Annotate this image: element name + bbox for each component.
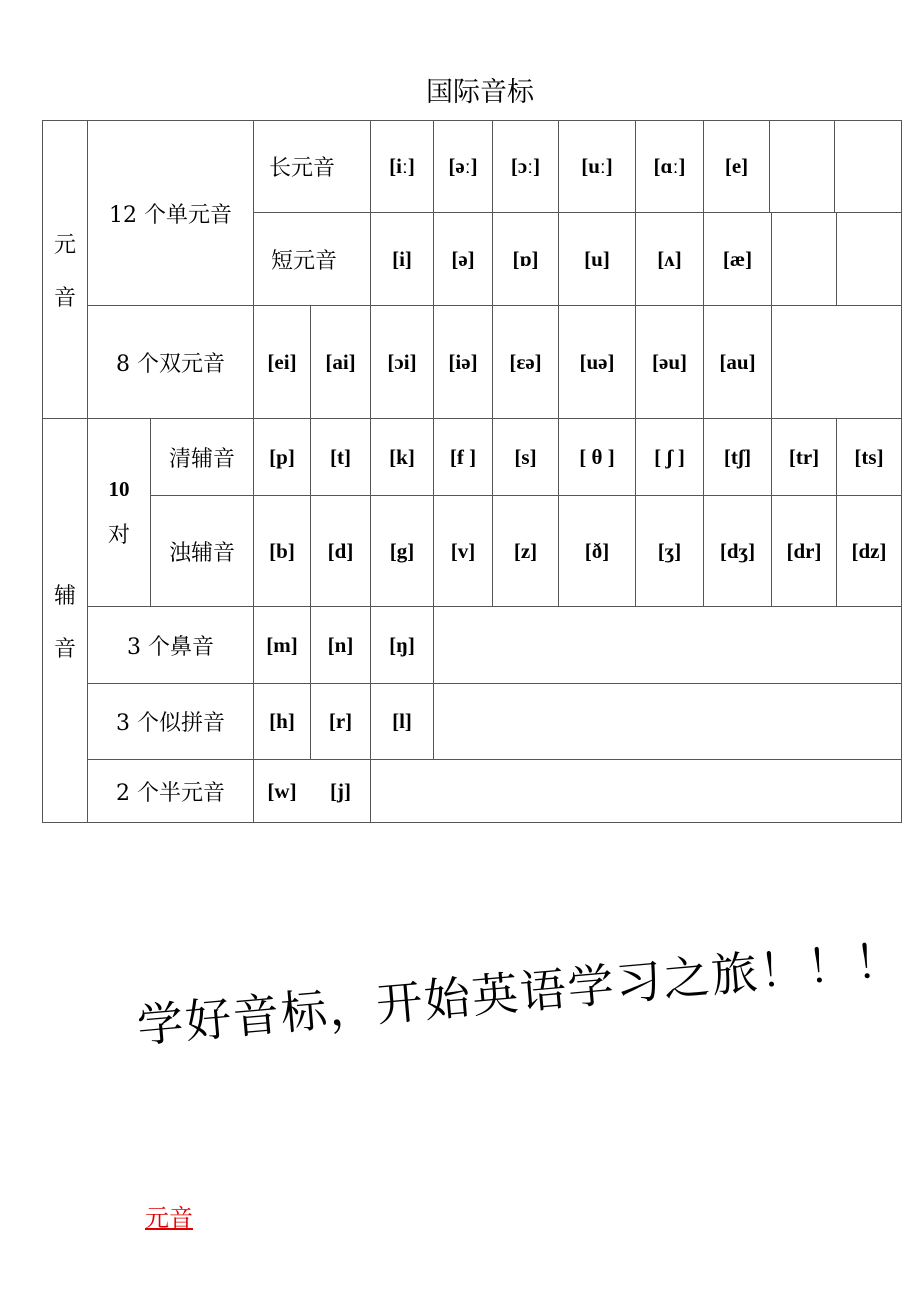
long-vowel-symbol: [uː] bbox=[581, 154, 613, 178]
page-title: 国际音标 bbox=[426, 77, 534, 108]
short-vowel-symbol: [æ] bbox=[722, 246, 753, 271]
long-vowel-symbol: [ɑː] bbox=[653, 154, 686, 178]
slogan: 学好音标，开始英语学习之旅！！！ bbox=[135, 932, 905, 1054]
short-vowel-symbol: [i] bbox=[392, 246, 412, 271]
voiced-symbol: [dr] bbox=[786, 538, 822, 563]
diphthongs-label: 8 个双元音 bbox=[116, 351, 225, 377]
consonant-pairs-label bbox=[88, 419, 150, 606]
diphthong-symbol: [əu] bbox=[652, 349, 687, 374]
vowels-label-char: 元 bbox=[53, 232, 76, 258]
liquid-symbol: [r] bbox=[328, 709, 353, 733]
consonant-pairs-unit: 对 bbox=[107, 522, 130, 548]
vowels-section-label bbox=[43, 121, 87, 418]
voiced-symbol: [dz] bbox=[851, 538, 887, 563]
diphthong-symbol: [ai] bbox=[325, 349, 356, 374]
voiced-symbol: [g] bbox=[389, 538, 415, 563]
nasal-symbol: [n] bbox=[327, 632, 354, 657]
long-vowels-label: 长元音 bbox=[268, 156, 335, 181]
diphthong-symbol: [uə] bbox=[579, 349, 615, 374]
voiced-symbol: [d] bbox=[327, 538, 354, 563]
long-vowel-symbol: [e] bbox=[724, 154, 749, 178]
voiced-symbol: [b] bbox=[269, 538, 295, 563]
voiceless-symbol: [ ʃ ] bbox=[654, 444, 685, 469]
diphthong-symbol: [iə] bbox=[448, 349, 478, 374]
vowels-label-char: 音 bbox=[53, 285, 76, 311]
liquid-symbol: [h] bbox=[269, 709, 295, 733]
semivowel-symbol: [w] bbox=[267, 778, 297, 803]
voiceless-symbol: [ θ ] bbox=[579, 444, 615, 469]
voiced-symbol: [dʒ] bbox=[719, 538, 756, 563]
long-vowel-symbol: [ɔː] bbox=[510, 154, 541, 178]
semivowel-symbol: [j] bbox=[330, 778, 351, 803]
voiced-symbol: [v] bbox=[450, 538, 476, 563]
voiced-symbol: [ʒ] bbox=[657, 538, 682, 563]
short-vowel-symbol: [ɒ] bbox=[512, 246, 539, 271]
voiceless-symbol: [k] bbox=[389, 444, 415, 469]
diphthong-symbol: [ɛə] bbox=[509, 349, 542, 374]
short-vowel-symbol: [ʌ] bbox=[657, 246, 682, 271]
voiceless-symbol: [s] bbox=[514, 444, 537, 469]
nasal-symbol: [ŋ] bbox=[389, 632, 415, 657]
consonants-section-label bbox=[43, 419, 87, 822]
voiceless-symbol: [p] bbox=[269, 444, 295, 469]
diphthong-symbol: [ɔi] bbox=[387, 349, 417, 374]
diphthong-symbol: [au] bbox=[719, 349, 756, 374]
short-vowel-symbol: [u] bbox=[584, 246, 610, 271]
nasals-label: 3 个鼻音 bbox=[127, 634, 214, 660]
voiceless-symbol: [t] bbox=[330, 444, 351, 469]
short-vowels-label: 短元音 bbox=[270, 248, 337, 274]
voiceless-label: 清辅音 bbox=[168, 446, 235, 472]
voiced-symbol: [ð] bbox=[584, 538, 610, 563]
voiced-label: 浊辅音 bbox=[168, 540, 235, 566]
consonant-pairs-count: 10 bbox=[108, 476, 130, 501]
long-vowel-symbol: [əː] bbox=[448, 154, 478, 178]
voiceless-symbol: [tʃ] bbox=[723, 444, 752, 469]
long-vowel-symbol: [iː] bbox=[389, 154, 415, 178]
voiced-symbol: [z] bbox=[513, 538, 538, 563]
voiceless-symbol: [tr] bbox=[788, 444, 820, 469]
consonants-label-char: 辅 bbox=[53, 583, 76, 609]
monophthongs-label: 12 个单元音 bbox=[109, 202, 232, 228]
nasal-symbol: [m] bbox=[266, 632, 298, 657]
semivowels-label: 2 个半元音 bbox=[116, 780, 225, 806]
consonants-label-char: 音 bbox=[53, 636, 76, 662]
liquids-label: 3 个似拼音 bbox=[116, 711, 225, 736]
diphthong-symbol: [ei] bbox=[267, 349, 297, 374]
vowels-link[interactable]: 元音 bbox=[145, 1204, 193, 1232]
liquid-symbol: [l] bbox=[392, 709, 412, 733]
short-vowel-symbol: [ə] bbox=[451, 246, 475, 271]
voiceless-symbol: [f ] bbox=[449, 444, 477, 469]
voiceless-symbol: [ts] bbox=[854, 444, 884, 469]
